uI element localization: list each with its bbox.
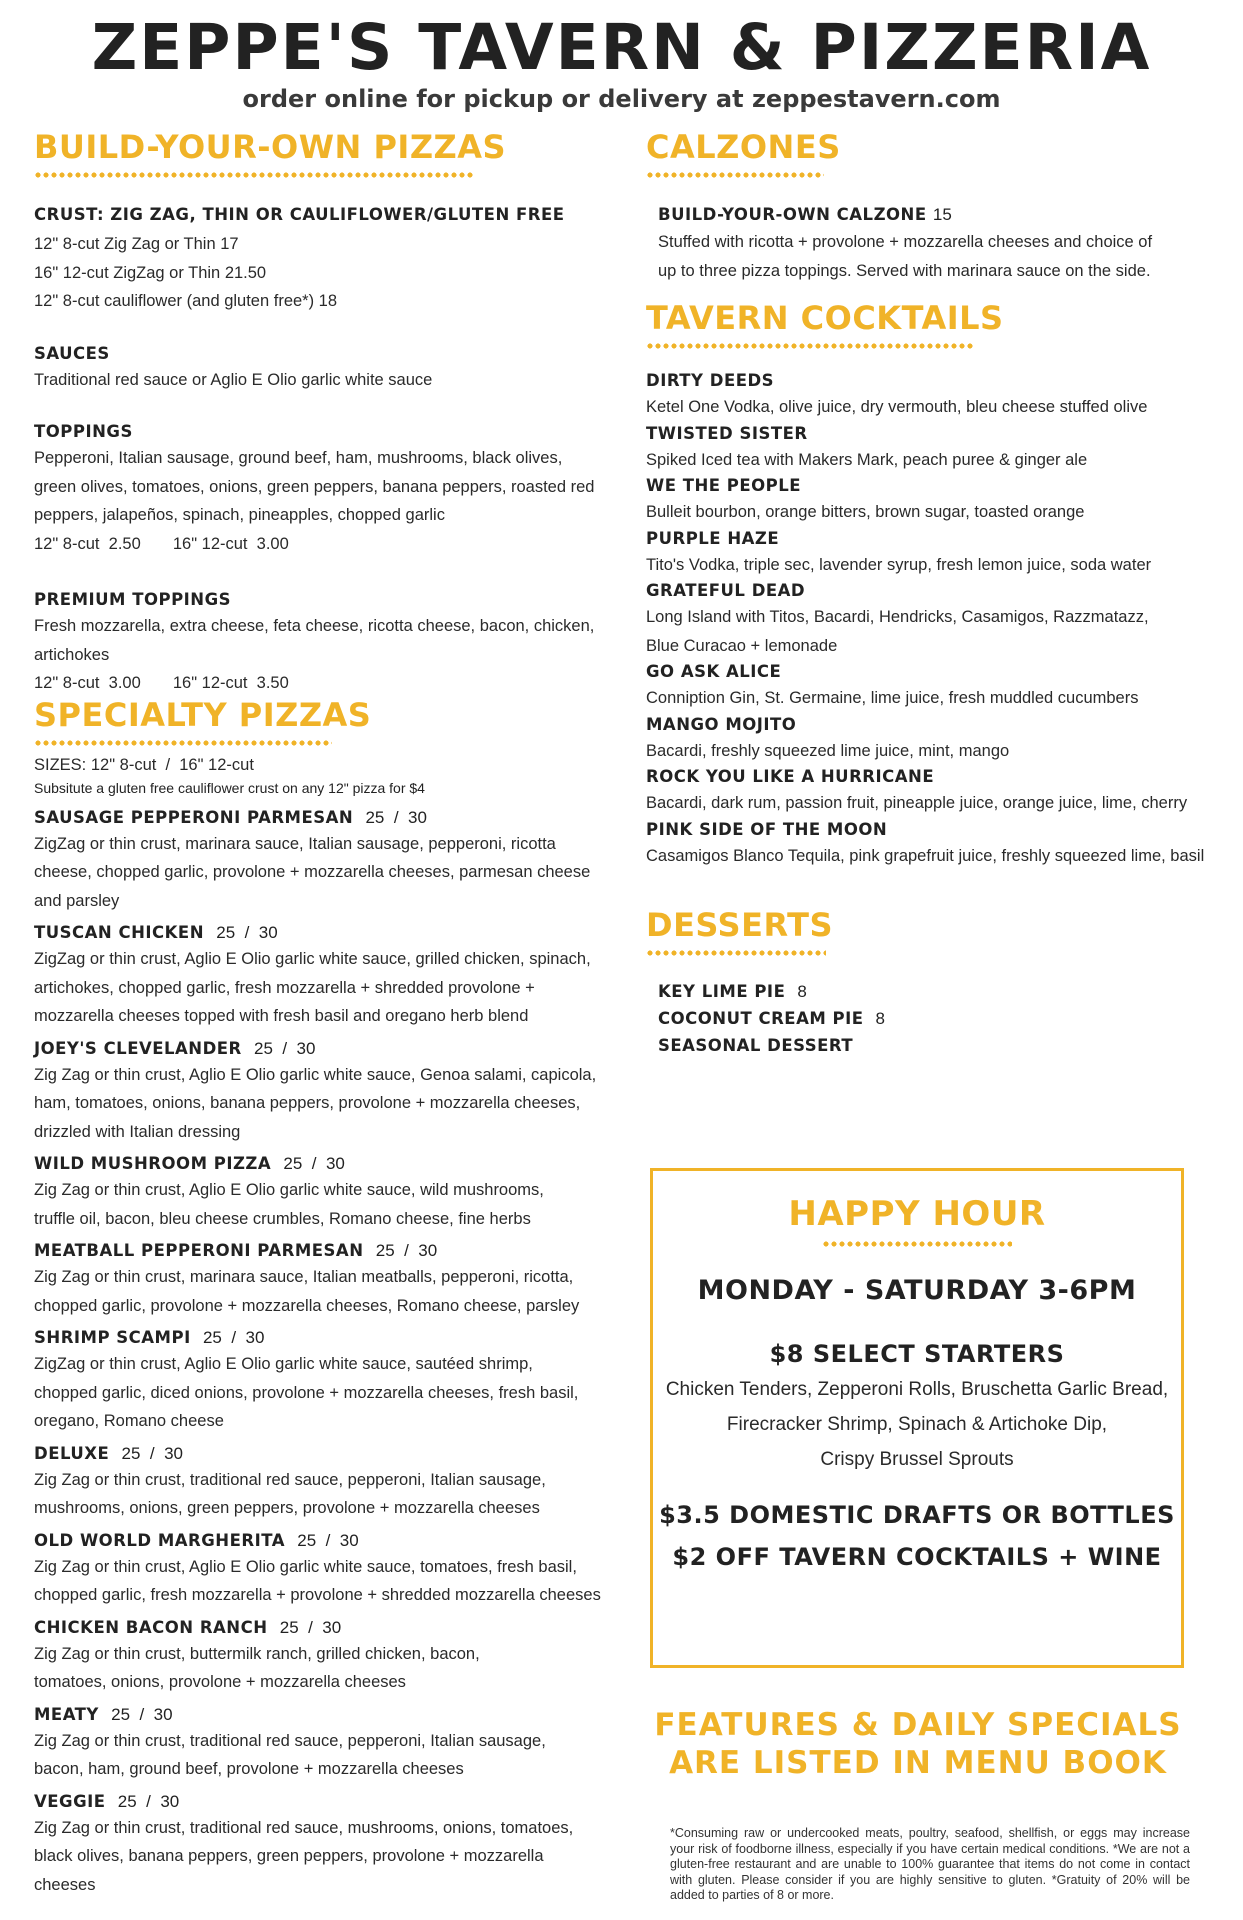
cocktail-description: Ketel One Vodka, olive juice, dry vermouth, bleu cheese stuffed olive (646, 398, 1148, 416)
specialty-pizza-item (34, 1703, 604, 1784)
pizza-description: cheese, chopped garlic, provolone + mozzarella cheeses, parmesan cheese (34, 863, 591, 881)
left-column (34, 128, 604, 1899)
specialty-pizza-item (34, 921, 604, 1031)
premium-line: artichokes (34, 645, 110, 664)
pizza-name: WILD MUSHROOM PIZZA (34, 1154, 272, 1173)
pizza-name: MEATY (34, 1704, 99, 1724)
section-title-calzones: CALZONES (646, 128, 841, 166)
features-line: ARE LISTED IN MENU BOOK (669, 1745, 1167, 1781)
pizza-description: Zig Zag or thin crust, traditional red sauce, pepperoni, Italian sausage, (34, 1470, 546, 1489)
select-starters-heading: $8 SELECT STARTERS (769, 1340, 1065, 1368)
pizza-name: VEGGIE (34, 1791, 106, 1811)
pizza-name: SAUSAGE PEPPERONI PARMESAN (34, 807, 354, 827)
calzone-name: BUILD-YOUR-OWN CALZONE (658, 205, 927, 224)
pizza-price: 25 / 30 (375, 1241, 438, 1260)
crust-line: 12" 8-cut cauliflower (and gluten free*) 18 (34, 292, 338, 310)
pizza-description: ZigZag or thin crust, marinara sauce, Italian sausage, pepperoni, ricotta (34, 834, 556, 853)
toppings-prices: 12" 8-cut 2.50 16" 12-cut 3.00 (34, 534, 289, 553)
features-notice (648, 1706, 1188, 1782)
pizza-description: ZigZag or thin crust, Aglio E Olio garlic white sauce, grilled chicken, spinach, (34, 950, 591, 968)
pizza-name: MEATBALL PEPPERONI PARMESAN (34, 1241, 364, 1260)
specialty-pizza-item (34, 806, 604, 916)
specialty-pizza-list (34, 806, 604, 1900)
pizza-title (34, 1152, 604, 1176)
pizza-price: 25 / 30 (121, 1443, 183, 1463)
starters-line: Chicken Tenders, Zepperoni Rolls, Bruschetta Garlic Bread, (665, 1379, 1169, 1400)
pizza-name: JOEY'S CLEVELANDER (34, 1038, 242, 1058)
pizza-title (34, 921, 604, 945)
pizza-name: SHRIMP SCAMPI (34, 1328, 191, 1347)
pizza-price: 25 / 30 (202, 1328, 265, 1347)
calzones-section (646, 128, 1206, 285)
specialty-pizzas-section (34, 696, 604, 1900)
cocktail-description: Spiked Iced tea with Makers Mark, peach puree & ginger ale (646, 450, 1088, 469)
cocktail-description: Tito's Vodka, triple sec, lavender syrup, fresh lemon juice, soda water (646, 555, 1152, 574)
tavern-cocktails-section (646, 299, 1206, 870)
toppings-line: peppers, jalapeños, spinach, pineapples, chopped garlic (34, 506, 445, 524)
features-line: FEATURES & DAILY SPECIALS (654, 1707, 1182, 1743)
dessert-name: COCONUT CREAM PIE (658, 1009, 864, 1028)
premium-toppings-heading: PREMIUM TOPPINGS (34, 590, 232, 609)
sauces-text: Traditional red sauce or Aglio E Olio garlic white sauce (34, 370, 433, 389)
cocktail-description: Bulleit bourbon, orange bitters, brown sugar, toasted orange (646, 503, 1085, 521)
cocktail-name: MANGO MOJITO (646, 714, 797, 734)
pizza-description: ZigZag or thin crust, Aglio E Olio garlic white sauce, sautéed shrimp, (34, 1355, 533, 1373)
dotted-divider (34, 172, 474, 178)
pizza-description: mozzarella cheeses topped with fresh basil and oregano herb blend (34, 1007, 529, 1025)
cocktail-item (646, 369, 1206, 422)
section-title-specialty: SPECIALTY PIZZAS (34, 695, 372, 734)
cocktail-description: Bacardi, freshly squeezed lime juice, mint, mango (646, 741, 1010, 760)
cocktail-name: PURPLE HAZE (646, 528, 780, 548)
pizza-price: 25 / 30 (117, 1791, 180, 1811)
build-your-own-section (34, 128, 604, 698)
desserts-section (646, 906, 1206, 1059)
dessert-item (658, 978, 1206, 1005)
happy-hour-days: MONDAY - SATURDAY 3-6PM (697, 1275, 1137, 1306)
pizza-name: DELUXE (34, 1443, 110, 1463)
pizza-description: chopped garlic, fresh mozzarella + provolone + shredded mozzarella cheeses (34, 1586, 601, 1604)
pizza-title (34, 1442, 604, 1466)
pizza-description: drizzled with Italian dressing (34, 1122, 241, 1141)
cocktail-name: GO ASK ALICE (646, 662, 782, 681)
cocktail-description: Bacardi, dark rum, passion fruit, pineapple juice, orange juice, lime, cherry (646, 794, 1188, 812)
pizza-description: bacon, ham, ground beef, provolone + mozzarella cheeses (34, 1760, 464, 1778)
pizza-price: 25 / 30 (297, 1530, 359, 1550)
pizza-title (34, 806, 604, 830)
dessert-name: KEY LIME PIE (658, 982, 786, 1001)
cocktail-item (646, 527, 1206, 580)
cocktails-wine-special: $2 OFF TAVERN COCKTAILS + WINE (672, 1543, 1162, 1571)
premium-toppings-text (34, 612, 604, 698)
cocktail-name: WE THE PEOPLE (646, 476, 802, 495)
starters-line: Firecracker Shrimp, Spinach & Artichoke Dip, (726, 1414, 1108, 1435)
restaurant-title: ZEPPE'S TAVERN & PIZZERIA (91, 11, 1152, 84)
domestic-drafts-special: $3.5 DOMESTIC DRAFTS OR BOTTLES (659, 1501, 1175, 1529)
crust-list (34, 230, 604, 316)
pizza-title (34, 1529, 604, 1553)
pizza-title (34, 1239, 604, 1263)
cocktail-item (646, 422, 1206, 475)
right-column (646, 128, 1206, 1059)
pizza-description: Zig Zag or thin crust, Aglio E Olio garlic white sauce, wild mushrooms, (34, 1181, 544, 1199)
calzone-price: 15 (932, 205, 952, 224)
pizza-price: 25 / 30 (111, 1704, 173, 1724)
cocktail-item (646, 660, 1206, 713)
crust-line: 16" 12-cut ZigZag or Thin 21.50 (34, 263, 267, 282)
specialty-pizza-item (34, 1442, 604, 1523)
menu-header (0, 8, 1243, 114)
starters-line: Crispy Brussel Sprouts (820, 1449, 1014, 1470)
specialty-pizza-item (34, 1529, 604, 1610)
pizza-price: 25 / 30 (283, 1154, 345, 1173)
pizza-title (34, 1616, 604, 1640)
happy-hour-box (650, 1168, 1184, 1668)
cocktail-list (646, 369, 1206, 870)
specialty-pizza-item (34, 1326, 604, 1436)
crust-heading: CRUST: ZIG ZAG, THIN OR CAULIFLOWER/GLUTEN FREE (34, 205, 565, 224)
gluten-free-substitute-note: Subsitute a gluten free cauliflower crust on any 12" pizza for $4 (34, 779, 425, 796)
pizza-price: 25 / 30 (365, 807, 427, 827)
toppings-heading: TOPPINGS (34, 422, 133, 441)
pizza-price: 25 / 30 (279, 1617, 342, 1637)
calzone-description: Stuffed with ricotta + provolone + mozzarella cheeses and choice of (658, 233, 1153, 251)
pizza-description: chopped garlic, provolone + mozzarella cheeses, Romano cheese, parsley (34, 1296, 580, 1315)
specialty-pizza-item (34, 1152, 604, 1233)
premium-line: Fresh mozzarella, extra cheese, feta cheese, ricotta cheese, bacon, chicken, (34, 617, 595, 635)
crust-line: 12" 8-cut Zig Zag or Thin 17 (34, 235, 239, 253)
cocktail-description: Blue Curacao + lemonade (646, 636, 838, 655)
pizza-description: Zig Zag or thin crust, traditional red sauce, mushrooms, onions, tomatoes, (34, 1818, 574, 1837)
pizza-name: CHICKEN BACON RANCH (34, 1617, 268, 1637)
cocktail-description: Casamigos Blanco Tequila, pink grapefruit juice, freshly squeezed lime, basil (646, 846, 1205, 865)
pizza-title (34, 1790, 604, 1814)
dotted-divider (646, 950, 826, 956)
sauces-heading: SAUCES (34, 343, 110, 363)
toppings-line: Pepperoni, Italian sausage, ground beef, ham, mushrooms, black olives, (34, 449, 563, 467)
dessert-item (658, 1005, 1206, 1032)
pizza-description: Zig Zag or thin crust, buttermilk ranch, grilled chicken, bacon, (34, 1644, 480, 1663)
premium-prices: 12" 8-cut 3.00 16" 12-cut 3.50 (34, 674, 289, 692)
cocktail-item (646, 474, 1206, 527)
specialty-pizza-item (34, 1037, 604, 1147)
pizza-price: 25 / 30 (254, 1038, 316, 1058)
dessert-item (658, 1032, 1206, 1059)
pizza-price: 25 / 30 (216, 923, 278, 942)
dessert-name: SEASONAL DESSERT (658, 1036, 854, 1055)
toppings-line: green olives, tomatoes, onions, green peppers, banana peppers, roasted red (34, 477, 595, 496)
pizza-description: artichokes, chopped garlic, fresh mozzarella + shredded provolone + (34, 978, 535, 997)
pizza-description: Zig Zag or thin crust, traditional red sauce, pepperoni, Italian sausage, (34, 1731, 546, 1750)
pizza-description: Zig Zag or thin crust, marinara sauce, Italian meatballs, pepperoni, ricotta, (34, 1268, 574, 1286)
calzone-item (658, 202, 1206, 228)
cocktail-item (646, 579, 1206, 660)
pizza-title (34, 1326, 604, 1350)
dotted-divider (822, 1241, 1012, 1247)
specialty-pizza-item (34, 1616, 604, 1697)
dotted-divider (646, 172, 824, 178)
dessert-price: 8 (797, 982, 807, 1001)
select-starters-list (653, 1372, 1181, 1477)
pizza-name: TUSCAN CHICKEN (34, 923, 205, 942)
pizza-title (34, 1703, 604, 1727)
pizza-title (34, 1037, 604, 1061)
pizza-description: tomatoes, onions, provolone + mozzarella cheeses (34, 1673, 406, 1691)
calzone-description: up to three pizza toppings. Served with marinara sauce on the side. (658, 261, 1151, 280)
pizza-description: truffle oil, bacon, bleu cheese crumbles, Romano cheese, fine herbs (34, 1209, 531, 1228)
cocktail-description: Conniption Gin, St. Germaine, lime juice, fresh muddled cucumbers (646, 689, 1139, 707)
cocktail-item (646, 713, 1206, 766)
section-title-build-your-own: BUILD-YOUR-OWN PIZZAS (34, 128, 507, 166)
cocktail-description: Long Island with Titos, Bacardi, Hendricks, Casamigos, Razzmatazz, (646, 608, 1149, 626)
pizza-description: Zig Zag or thin crust, Aglio E Olio garlic white sauce, tomatoes, fresh basil, (34, 1557, 577, 1576)
dotted-divider (646, 343, 974, 349)
pizza-description: oregano, Romano cheese (34, 1412, 224, 1430)
pizza-description: ham, tomatoes, onions, banana peppers, provolone + mozzarella cheeses, (34, 1094, 581, 1112)
pizza-description: black olives, banana peppers, green peppers, provolone + mozzarella cheeses (34, 1847, 544, 1894)
pizza-sizes: SIZES: 12" 8-cut / 16" 12-cut (34, 755, 254, 774)
dessert-list (646, 978, 1206, 1059)
specialty-pizza-item (34, 1239, 604, 1320)
section-title-cocktails: TAVERN COCKTAILS (646, 299, 1004, 337)
pizza-description: Zig Zag or thin crust, Aglio E Olio garlic white sauce, Genoa salami, capicola, (34, 1065, 597, 1084)
dotted-divider (34, 740, 332, 746)
order-online-subtitle[interactable]: order online for pickup or delivery at zeppestavern.com (242, 85, 1001, 113)
cocktail-name: GRATEFUL DEAD (646, 581, 806, 600)
pizza-description: mushrooms, onions, green peppers, provolone + mozzarella cheeses (34, 1499, 540, 1517)
specialty-pizza-item (34, 1790, 604, 1900)
cocktail-name: PINK SIDE OF THE MOON (646, 819, 888, 839)
pizza-name: OLD WORLD MARGHERITA (34, 1530, 285, 1550)
section-title-desserts: DESSERTS (646, 906, 834, 944)
pizza-description: chopped garlic, diced onions, provolone + mozzarella cheeses, fresh basil, (34, 1383, 579, 1402)
cocktail-item (646, 765, 1206, 818)
toppings-text (34, 444, 604, 558)
cocktail-name: DIRTY DEEDS (646, 371, 775, 390)
cocktail-name: TWISTED SISTER (646, 423, 808, 443)
dessert-price: 8 (875, 1009, 885, 1028)
cocktail-item (646, 818, 1206, 871)
happy-hour-title: HAPPY HOUR (788, 1194, 1046, 1234)
pizza-description: and parsley (34, 891, 120, 910)
cocktail-name: ROCK YOU LIKE A HURRICANE (646, 767, 935, 786)
food-safety-disclaimer: *Consuming raw or undercooked meats, poultry, seafood, shellfish, or eggs may increase your risk of foodborne illness, especially if you have certain medical conditions. *We are not a gluten-free restaurant and are unable to 100% guarantee that items do not come in contact with gluten. Please consider if you are highly sensitive to gluten. *Gratuity of 20% will be added to parties of 8 or more. (670, 1826, 1190, 1902)
